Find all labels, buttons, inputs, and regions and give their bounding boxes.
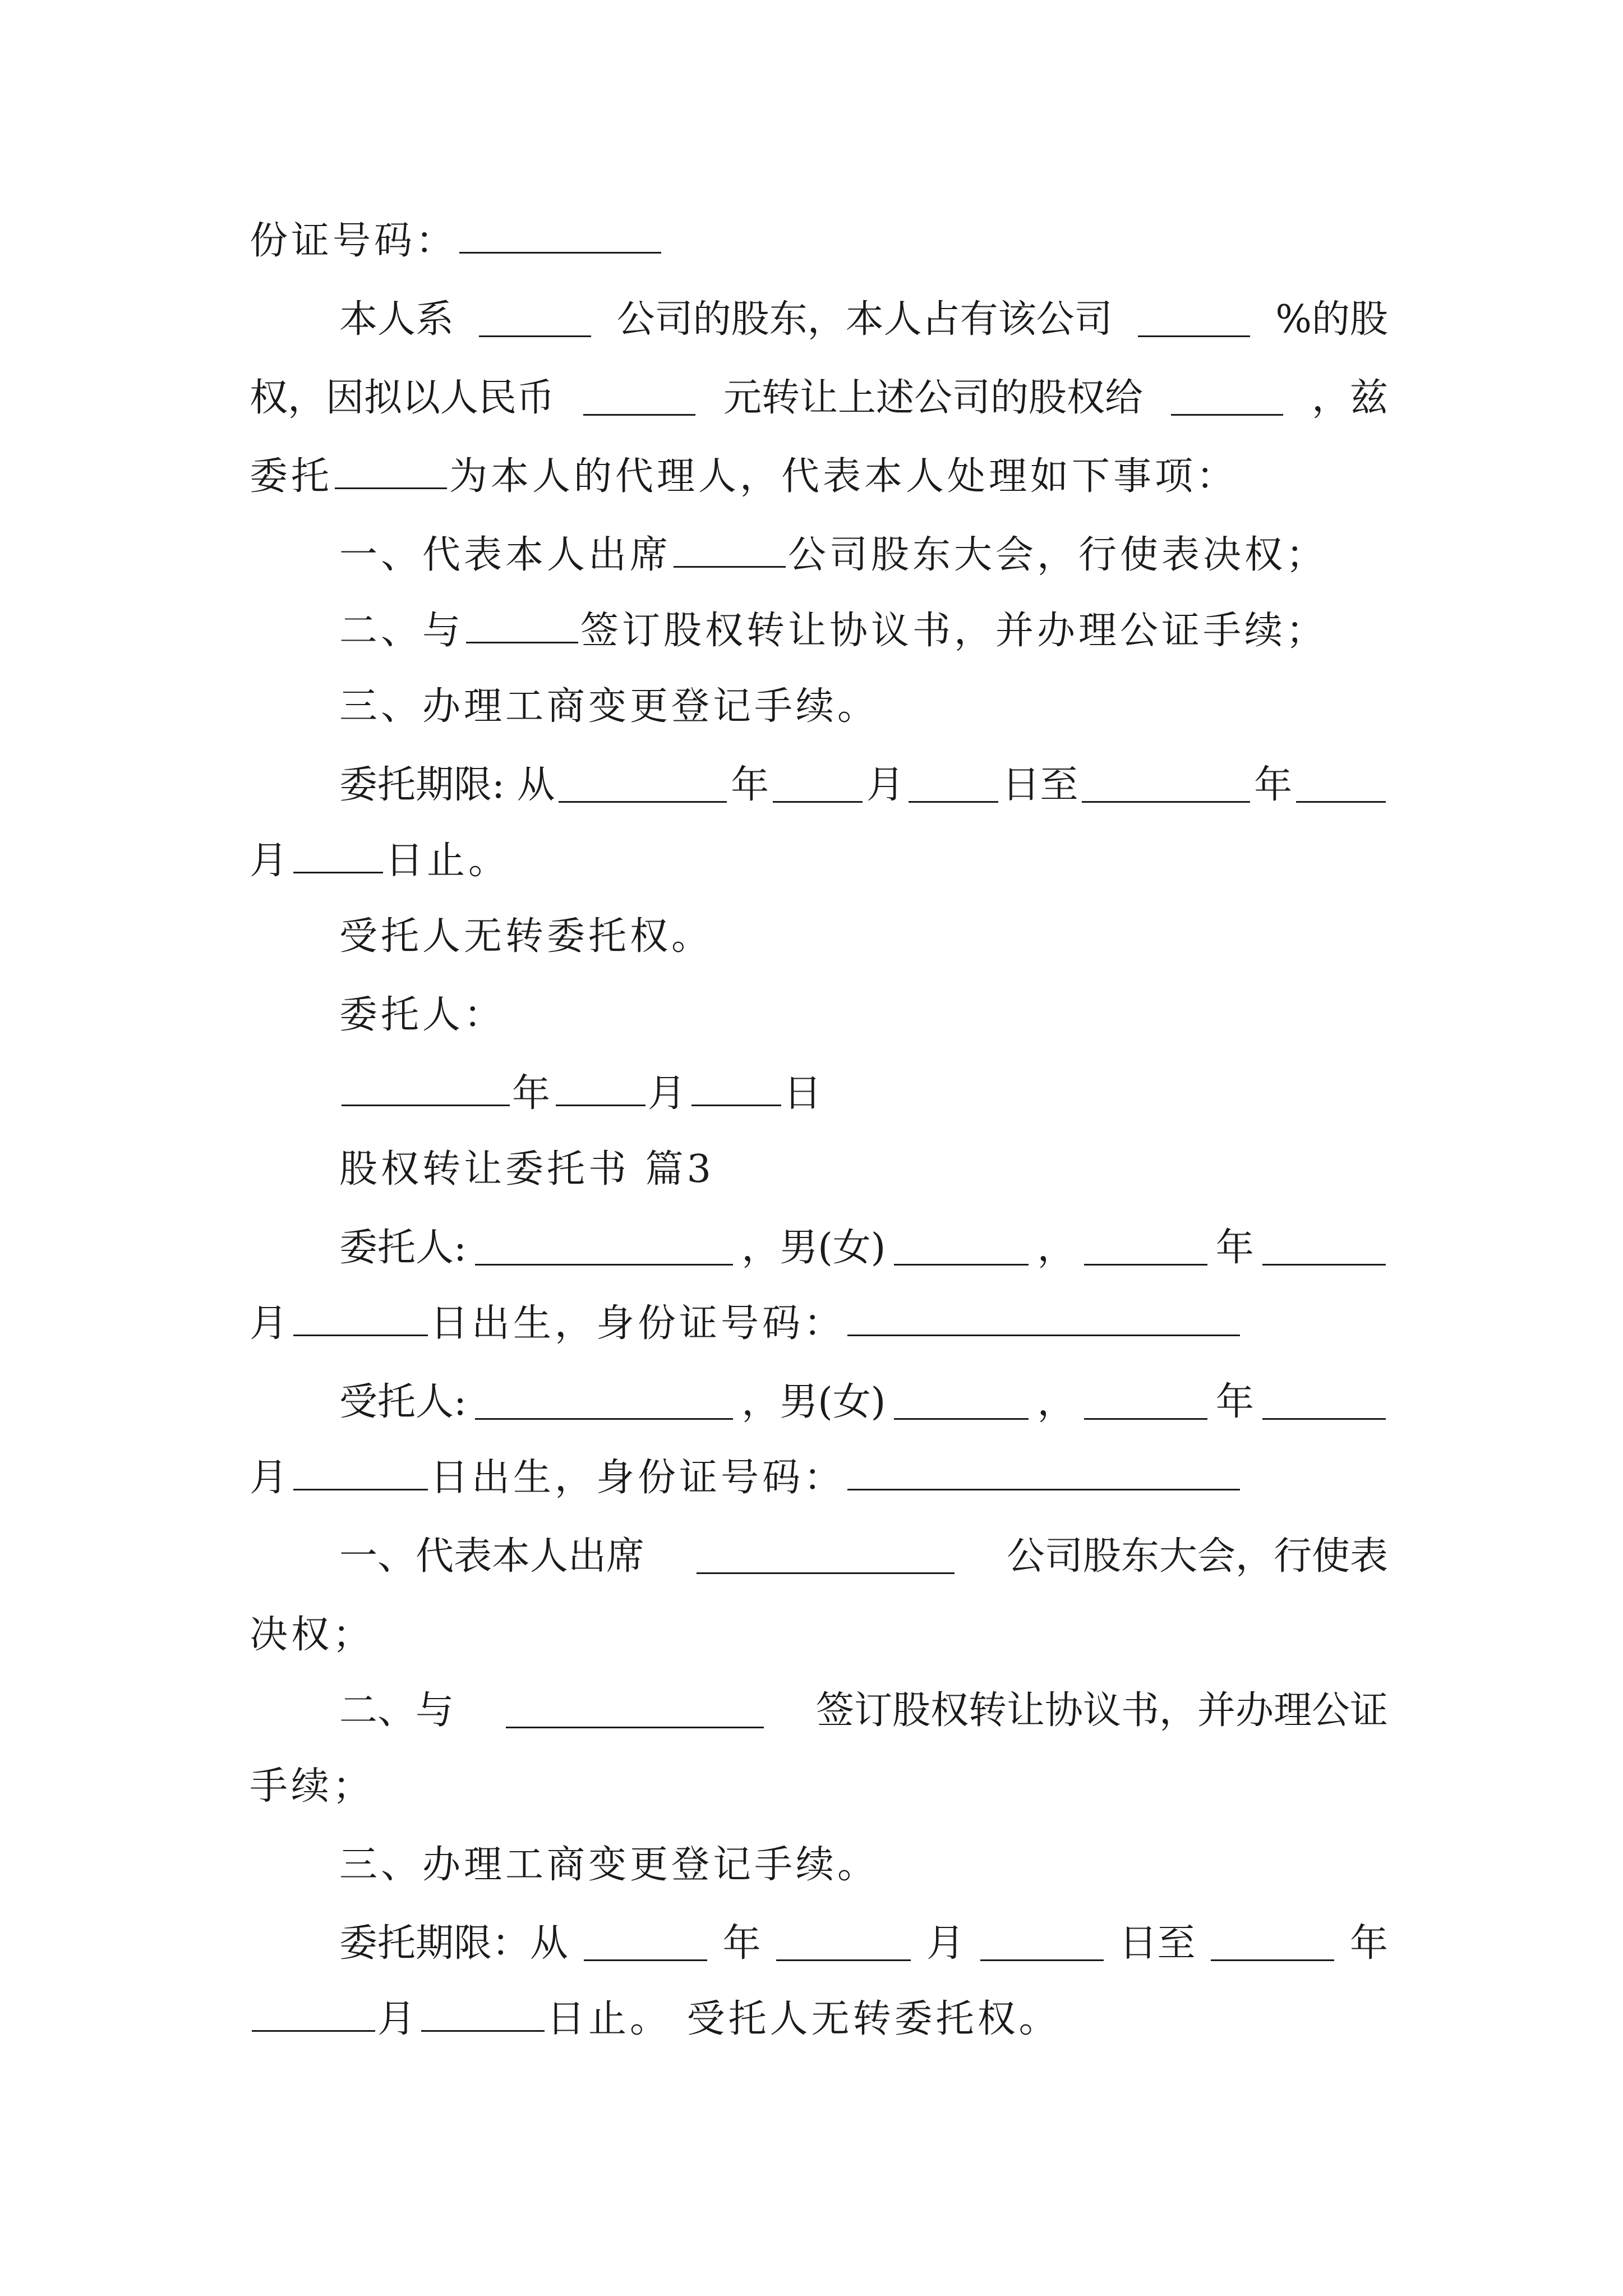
blank-meeting-company-2 (697, 1540, 955, 1574)
text-line-item-3b: 三、办理工商变更登记手续。 (339, 1843, 879, 1887)
section-title: 股权转让委托书 篇3 (339, 1147, 714, 1191)
text-line-shareholder: 本人系 公司的股东，本人占有该公司 %的股 (339, 297, 1388, 342)
blank-sign-day (691, 1072, 781, 1106)
blank-principal-month-part (1262, 1231, 1386, 1266)
text-line-no-subdelegation: 受托人无转委托权。 (339, 914, 713, 959)
blank-sign-year (342, 1072, 510, 1106)
text-line-principal-signature: 委托人： (339, 993, 506, 1037)
text-line-id-number: 份证号码： (250, 208, 1388, 275)
text-line-item-1b: 一、代表本人出席 公司股东大会，行使表 (339, 1534, 1388, 1579)
blank-transferee (1171, 381, 1283, 416)
blank-meeting-company (674, 533, 786, 568)
blank-agent-gender (894, 1386, 1029, 1420)
blank-start-month-2 (776, 1927, 911, 1961)
text-line-principal-info: 委托人: ，男(女) ， 年 (339, 1214, 1388, 1282)
blank-agent-month-part (1262, 1386, 1386, 1420)
blank-counterparty (466, 609, 578, 643)
blank-agent-day (293, 1456, 428, 1490)
blank-principal-name (475, 1231, 733, 1266)
blank-counterparty-2 (506, 1694, 764, 1728)
blank-end-day-2 (421, 1998, 545, 2032)
blank-start-month (773, 769, 863, 803)
blank-principal-year (1084, 1231, 1207, 1266)
text-line-sign-date: 年 月 日 (339, 1060, 1388, 1128)
blank-start-year (559, 769, 727, 803)
text-line-item-1: 一、代表本人出席 公司股东大会，行使表决权； (339, 533, 1328, 577)
blank-price (583, 381, 695, 416)
text-line-item-3: 三、办理工商变更登记手续。 (339, 684, 879, 729)
blank-end-year-2 (1211, 1927, 1334, 1961)
text-line-term: 委托期限: 从 年 月 日至 年 (339, 752, 1388, 819)
blank-start-day (909, 769, 998, 803)
blank-agent (335, 455, 447, 489)
blank-end-year (1082, 769, 1250, 803)
blank-agent-name (475, 1386, 733, 1420)
text-line-term-2-end: 月 日止。 受托人无转委托权。 (250, 1986, 1388, 2053)
blank-end-month-2 (252, 1998, 375, 2032)
blank-agent-year (1084, 1386, 1207, 1420)
text-line-item-2b: 二、与 签订股权转让协议书，并办理公证 (339, 1688, 1388, 1733)
text-line-agent-info: 受托人: ，男(女) ， 年 (339, 1369, 1388, 1436)
blank-end-day (293, 839, 383, 873)
text-line-item-2b-cont: 手续； (250, 1764, 375, 1809)
text-line-item-2: 二、与 签订股权转让协议书，并办理公证手续； (339, 609, 1328, 653)
blank-company-name (479, 303, 591, 337)
text-line-agent: 委托 为本人的代理人，代表本人处理如下事项： (250, 454, 1238, 499)
blank-share-percent (1138, 303, 1250, 337)
blank-id-number (459, 219, 661, 254)
blank-principal-day (293, 1302, 428, 1336)
blank-end-month-part (1296, 769, 1386, 803)
text-line-item-1b-cont: 决权； (250, 1613, 375, 1657)
text-line-transfer-price: 权，因拟以人民币 元转让上述公司的股权给 ，兹 (250, 376, 1388, 420)
blank-principal-gender (894, 1231, 1029, 1266)
blank-agent-id (847, 1456, 1240, 1490)
text-line-agent-birth: 月 日出生，身份证号码： (250, 1444, 1388, 1512)
text-line-term-2: 委托期限：从 年 月 日至 年 (339, 1921, 1388, 1966)
blank-start-year-2 (584, 1927, 707, 1961)
text-line-term-end: 月 日止。 (250, 839, 510, 883)
text-line-principal-birth: 月 日出生，身份证号码： (250, 1290, 1388, 1358)
blank-principal-id (847, 1302, 1240, 1336)
blank-start-day-2 (980, 1927, 1104, 1961)
blank-sign-month (556, 1072, 645, 1106)
